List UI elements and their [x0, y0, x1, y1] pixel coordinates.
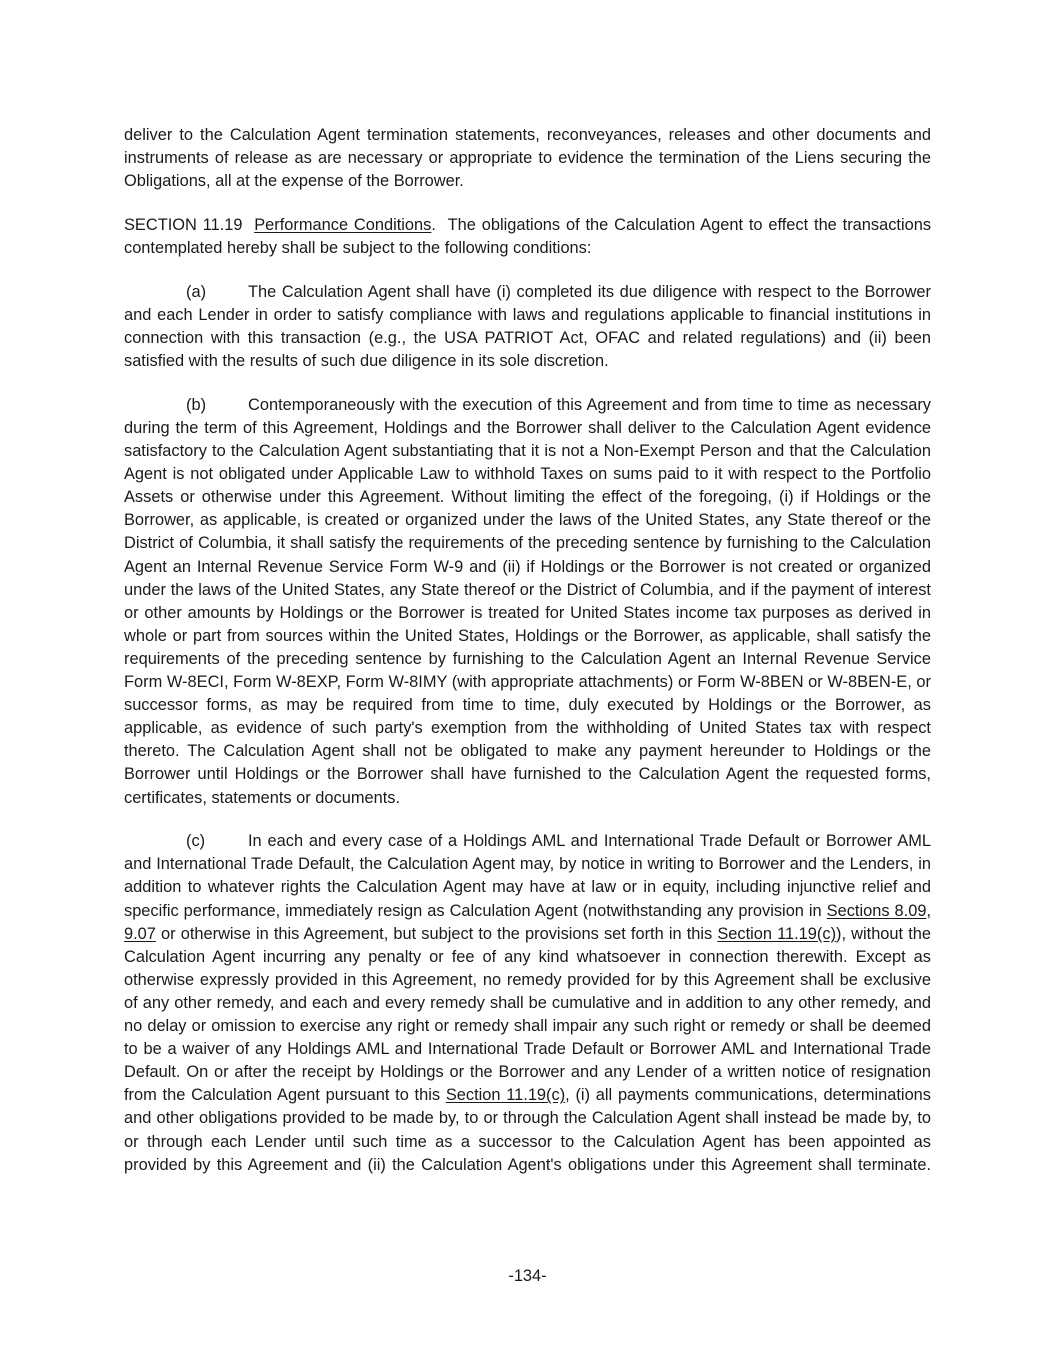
- clause-c-text-4: ), without the Calculation Agent incurring any penalty or fee of any kind whatsoever in connection therewith. Except as otherwise expressly provided in this Agreement, no remedy provided for by this Agreement shall be exclusive of any other remedy, and each and every remedy shall be cumulative and in addition to any other remedy, and no delay or omission to exercise any right or remedy shall impair any such right or remedy or shall be deemed to be a waiver of any Holdings AML and International Trade Default or Borrower AML and International Trade Default. On or after the receipt by Holdings or the Borrower and any Lender of a written notice of resignation from the Calculation Agent pursuant to this: [124, 924, 931, 1105]
- clause-c: [124, 830, 931, 1176]
- intro-paragraph: deliver to the Calculation Agent termination statements, reconveyances, releases and other documents and instruments of release as are necessary or appropriate to evidence the termination of the Liens securing the Obligations, all at the expense of the Borrower.: [124, 126, 931, 191]
- clause-b-text: Contemporaneously with the execution of this Agreement and from time to time as necessary during the term of this Agreement, Holdings and the Borrower shall deliver to the Calculation Agent evidence satisfactory to the Calculation Agent substantiating that it is not a Non-Exempt Person and that the Calculation Agent is not obligated under Applicable Law to withhold Taxes on sums paid to it with respect to the Portfolio Assets or otherwise under this Agreement. Without limiting the effect of the foregoing, (i) if Holdings or the Borrower, as applicable, is created or organized under the laws of the United States, any State thereof or the District of Columbia, it shall satisfy the requirements of the preceding sentence by furnishing to the Calculation Agent an Internal Revenue Service Form W-9 and (ii) if Holdings or the Borrower is not created or organized under the laws of the United States, any State thereof or the District of Columbia, and if the payment of interest or other amounts by Holdings or the Borrower is treated for United States income tax purposes as derived in whole or part from sources within the United States, Holdings or the Borrower, as applicable, shall satisfy the requirements of the preceding sentence by furnishing to the Calculation Agent an Internal Revenue Service Form W-8ECI, Form W-8EXP, Form W-8IMY (with appropriate attachments) or Form W-8BEN or W-8BEN-E, or successor forms, as may be required from time to time, duly executed by Holdings or the Borrower, as applicable, as evidence of such party's exemption from the withholding of United States tax with respect thereto. The Calculation Agent shall not be obligated to make any payment hereunder to Holdings or the Borrower until Holdings or the Borrower shall have furnished to the Calculation Agent the requested forms, certificates, statements or documents.: [124, 395, 931, 807]
- cross-reference-section-11-19c: Section 11.19(c): [717, 924, 837, 943]
- clause-c-text-5: , (i) all payments communications, determinations and other obligations provided to be made by, to or through the Calculation Agent shall instead be made by, to or through each Lender until such time as a successor to the Calculation Agent has been appointed as provided by this Agreement and (ii) the Calculation Agent's obligations under this Agreement shall terminate.: [124, 1086, 931, 1174]
- clause-c-text-1: In each and every case of a Holdings AML and International Trade Default or Borrower AML and International Trade Default, the Calculation Agent may, by notice in writing to Borrower and the Lenders, in addition to whatever rights the Calculation Agent may have at law or in equity, including injunctive relief and specific performance, immediately resign as Calculation Agent (notwithstanding any provision in: [124, 832, 931, 920]
- cross-reference-9-07: 9.07: [124, 924, 156, 943]
- section-title: Performance Conditions: [254, 215, 432, 234]
- section-lead-in: The obligations of the Calculation Agent to effect the transactions contemplated hereby shall be subject to the following conditions:: [124, 215, 932, 258]
- section-title-suffix: .: [431, 215, 436, 234]
- clause-b-label: (b): [186, 395, 207, 414]
- clause-c-text-3: or otherwise in this Agreement, but subject to the provisions set forth in this: [155, 924, 718, 943]
- section-heading-paragraph: [124, 214, 931, 260]
- cross-reference-section-11-19c-second: Section 11.19(c): [445, 1086, 566, 1105]
- document-page: [124, 124, 931, 1177]
- clause-a-label: (a): [186, 282, 207, 301]
- clause-b: [124, 394, 931, 810]
- clause-a: [124, 281, 931, 373]
- clause-c-label: (c): [186, 832, 206, 851]
- page-number: -134-: [508, 1267, 547, 1285]
- clause-a-text: The Calculation Agent shall have (i) completed its due diligence with respect to the Borrower and each Lender in order to satisfy compliance with laws and regulations applicable to financial institutions in connection with this transaction (e.g., the USA PATRIOT Act, OFAC and related regulations) and (ii) been satisfied with the results of such due diligence in its sole discretion.: [124, 282, 931, 371]
- section-number: SECTION 11.19: [124, 215, 243, 234]
- clause-c-text-2: ,: [926, 901, 931, 920]
- cross-reference-sections-8-09: Sections 8.09: [826, 901, 927, 920]
